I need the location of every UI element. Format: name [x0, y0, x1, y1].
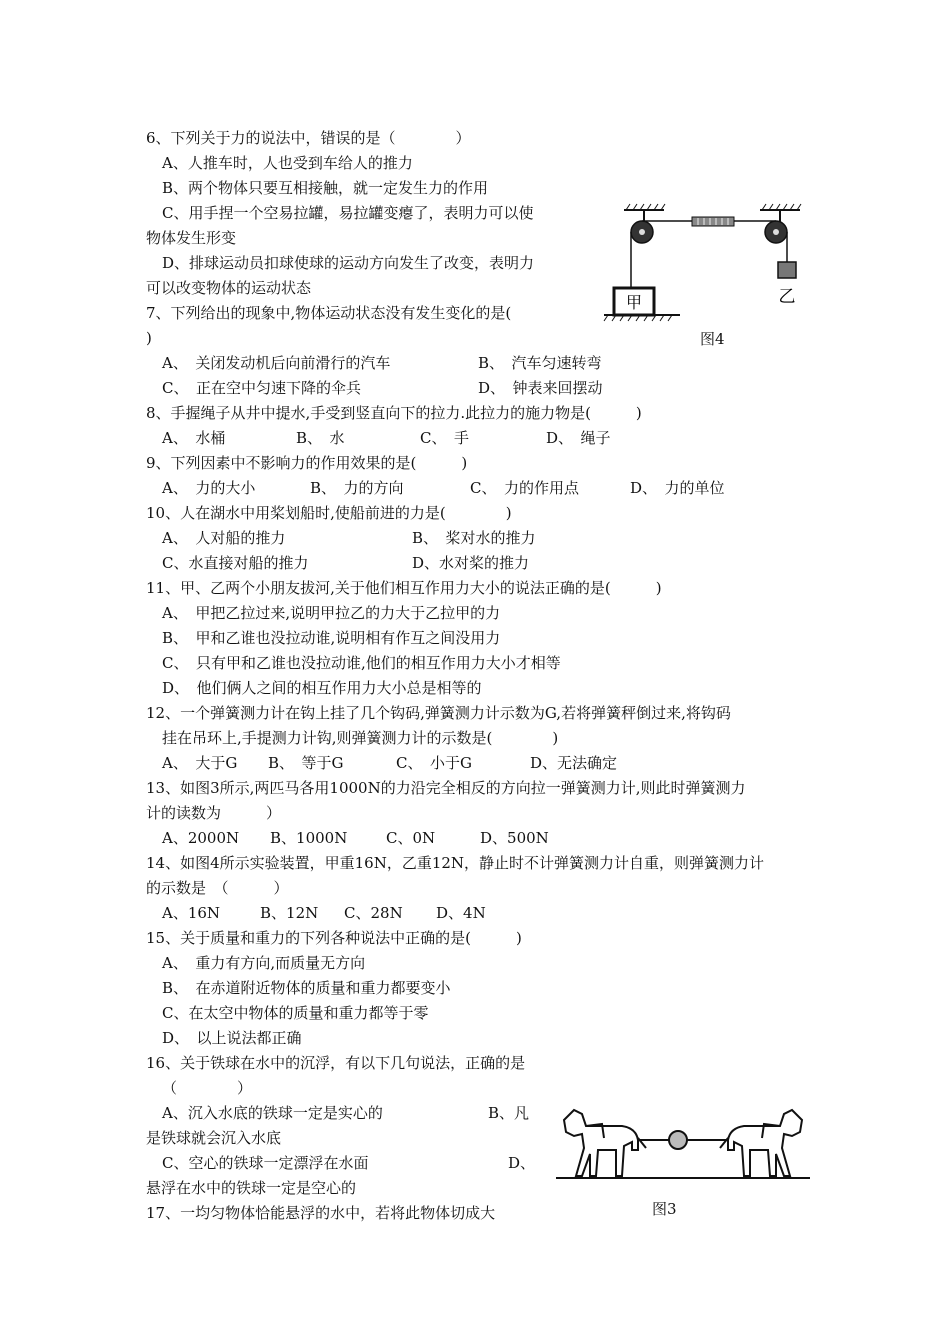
q13-option-d: D、500N	[480, 829, 549, 847]
q8-stem: 8、手握绳子从井中提水,手受到竖直向下的拉力.此拉力的施力物是( )	[146, 404, 642, 422]
q6-option-b: B、两个物体只要互相接触，就一定发生力的作用	[162, 179, 489, 197]
q15-option-b: B、 在赤道附近物体的质量和重力都要变小	[162, 979, 451, 997]
q14-stem: 14、如图4所示实验装置，甲重16N，乙重12N，静止时不计弹簧测力计自重，则弹簧测力计	[146, 854, 765, 872]
q11-option-c: C、 只有甲和乙谁也没拉动谁,他们的相互作用力大小才相等	[162, 654, 561, 672]
q14-option-d: D、4N	[436, 904, 486, 922]
q16-option-d: D、	[508, 1154, 536, 1172]
q16-option-b-cont: 是铁球就会沉入水底	[146, 1129, 282, 1147]
q15-option-c: C、在太空中物体的质量和重力都等于零	[162, 1004, 429, 1022]
q8-option-c: C、 手	[420, 429, 469, 447]
figure-4-pulley-diagram	[600, 200, 810, 330]
q12-option-a: A、 大于G	[162, 754, 238, 772]
q16-option-a: A、沉入水底的铁球一定是实心的	[162, 1104, 383, 1122]
q16-option-c: C、空心的铁球一定漂浮在水面	[162, 1154, 369, 1172]
q7-stem-cont: )	[146, 329, 152, 347]
q13-stem-cont: 计的读数为 ）	[146, 804, 282, 822]
q7-option-b: B、 汽车匀速转弯	[478, 354, 602, 372]
q13-stem: 13、如图3所示,两匹马各用1000N的力沿完全相反的方向拉一弹簧测力计,则此时弹簧测力	[146, 779, 746, 797]
q10-stem: 10、人在湖水中用桨划船时,使船前进的力是( )	[146, 504, 512, 522]
weight-yi-label: 乙	[778, 287, 796, 307]
q10-option-a: A、 人对船的推力	[162, 529, 286, 547]
left-horse-icon	[564, 1110, 646, 1176]
q14-option-b: B、12N	[260, 904, 319, 922]
q16-option-b: B、凡	[488, 1104, 530, 1122]
q12-stem-cont: 挂在吊环上,手提测力计钩,则弹簧测力计的示数是( )	[162, 729, 559, 747]
figure-4-caption: 图4	[700, 330, 725, 348]
q7-option-c: C、 正在空中匀速下降的伞兵	[162, 379, 361, 397]
q13-option-b: B、1000N	[270, 829, 348, 847]
q8-option-b: B、 水	[296, 429, 345, 447]
q6-option-d-cont: 可以改变物体的运动状态	[146, 279, 312, 297]
q10-option-b: B、 桨对水的推力	[412, 529, 536, 547]
q9-option-a: A、 力的大小	[162, 479, 256, 497]
q15-option-a: A、 重力有方向,而质量无方向	[162, 954, 366, 972]
q16-stem: 16、关于铁球在水中的沉浮，有以下几句说法，正确的是	[146, 1054, 526, 1072]
q16-answer-paren: （ ）	[162, 1079, 253, 1097]
right-horse-icon	[720, 1110, 802, 1176]
q17-stem: 17、一均匀物体恰能悬浮的水中，若将此物体切成大	[146, 1204, 496, 1222]
q12-option-c: C、 小于G	[396, 754, 472, 772]
weight-yi-icon	[778, 262, 796, 278]
q7-option-d: D、 钟表来回摆动	[478, 379, 603, 397]
q11-option-a: A、 甲把乙拉过来,说明甲拉乙的力大于乙拉甲的力	[162, 604, 501, 622]
q7-option-a: A、 关闭发动机后向前滑行的汽车	[162, 354, 391, 372]
q14-stem-cont: 的示数是 （ ）	[146, 879, 289, 897]
q7-stem: 7、下列给出的现象中,物体运动状态没有发生变化的是(	[146, 304, 512, 322]
q6-option-c: C、用手捏一个空易拉罐，易拉罐变瘪了，表明力可以使	[162, 204, 534, 222]
q9-option-c: C、 力的作用点	[470, 479, 579, 497]
block-jia-label: 甲	[625, 293, 643, 312]
q9-option-d: D、 力的单位	[630, 479, 725, 497]
q8-option-a: A、 水桶	[162, 429, 226, 447]
q6-stem: 6、下列关于力的说法中，错误的是（ ）	[146, 129, 471, 147]
q11-option-d: D、 他们俩人之间的相互作用力大小总是相等的	[162, 679, 482, 697]
q12-option-d: D、无法确定	[530, 754, 618, 772]
q10-option-d: D、水对桨的推力	[412, 554, 530, 572]
q8-option-d: D、 绳子	[546, 429, 611, 447]
q11-option-b: B、 甲和乙谁也没拉动谁,说明相有作互之间没用力	[162, 629, 501, 647]
q15-option-d: D、 以上说法都正确	[162, 1029, 302, 1047]
q6-option-c-cont: 物体发生形变	[146, 229, 237, 247]
q14-option-c: C、28N	[344, 904, 403, 922]
figure-3-caption: 图3	[652, 1200, 677, 1218]
q13-option-a: A、2000N	[162, 829, 240, 847]
spring-scale-icon	[669, 1131, 687, 1149]
q10-option-c: C、水直接对船的推力	[162, 554, 309, 572]
q9-stem: 9、下列因素中不影响力的作用效果的是( )	[146, 454, 468, 472]
q15-stem: 15、关于质量和重力的下列各种说法中正确的是( )	[146, 929, 522, 947]
q12-option-b: B、 等于G	[268, 754, 344, 772]
q13-option-c: C、0N	[386, 829, 436, 847]
q14-option-a: A、16N	[162, 904, 221, 922]
q16-option-d-cont: 悬浮在水中的铁球一定是空心的	[146, 1179, 357, 1197]
q9-option-b: B、 力的方向	[310, 479, 404, 497]
q12-stem: 12、一个弹簧测力计在钩上挂了几个钩码,弹簧测力计示数为G,若将弹簧秤倒过来,将钩码	[146, 704, 731, 722]
q6-option-d: D、排球运动员扣球使球的运动方向发生了改变，表明力	[162, 254, 535, 272]
q11-stem: 11、甲、乙两个小朋友拔河,关于他们相互作用力大小的说法正确的是( )	[146, 579, 662, 597]
figure-3-horses-diagram	[552, 1098, 814, 1188]
q6-option-a: A、人推车时，人也受到车给人的推力	[162, 154, 413, 172]
